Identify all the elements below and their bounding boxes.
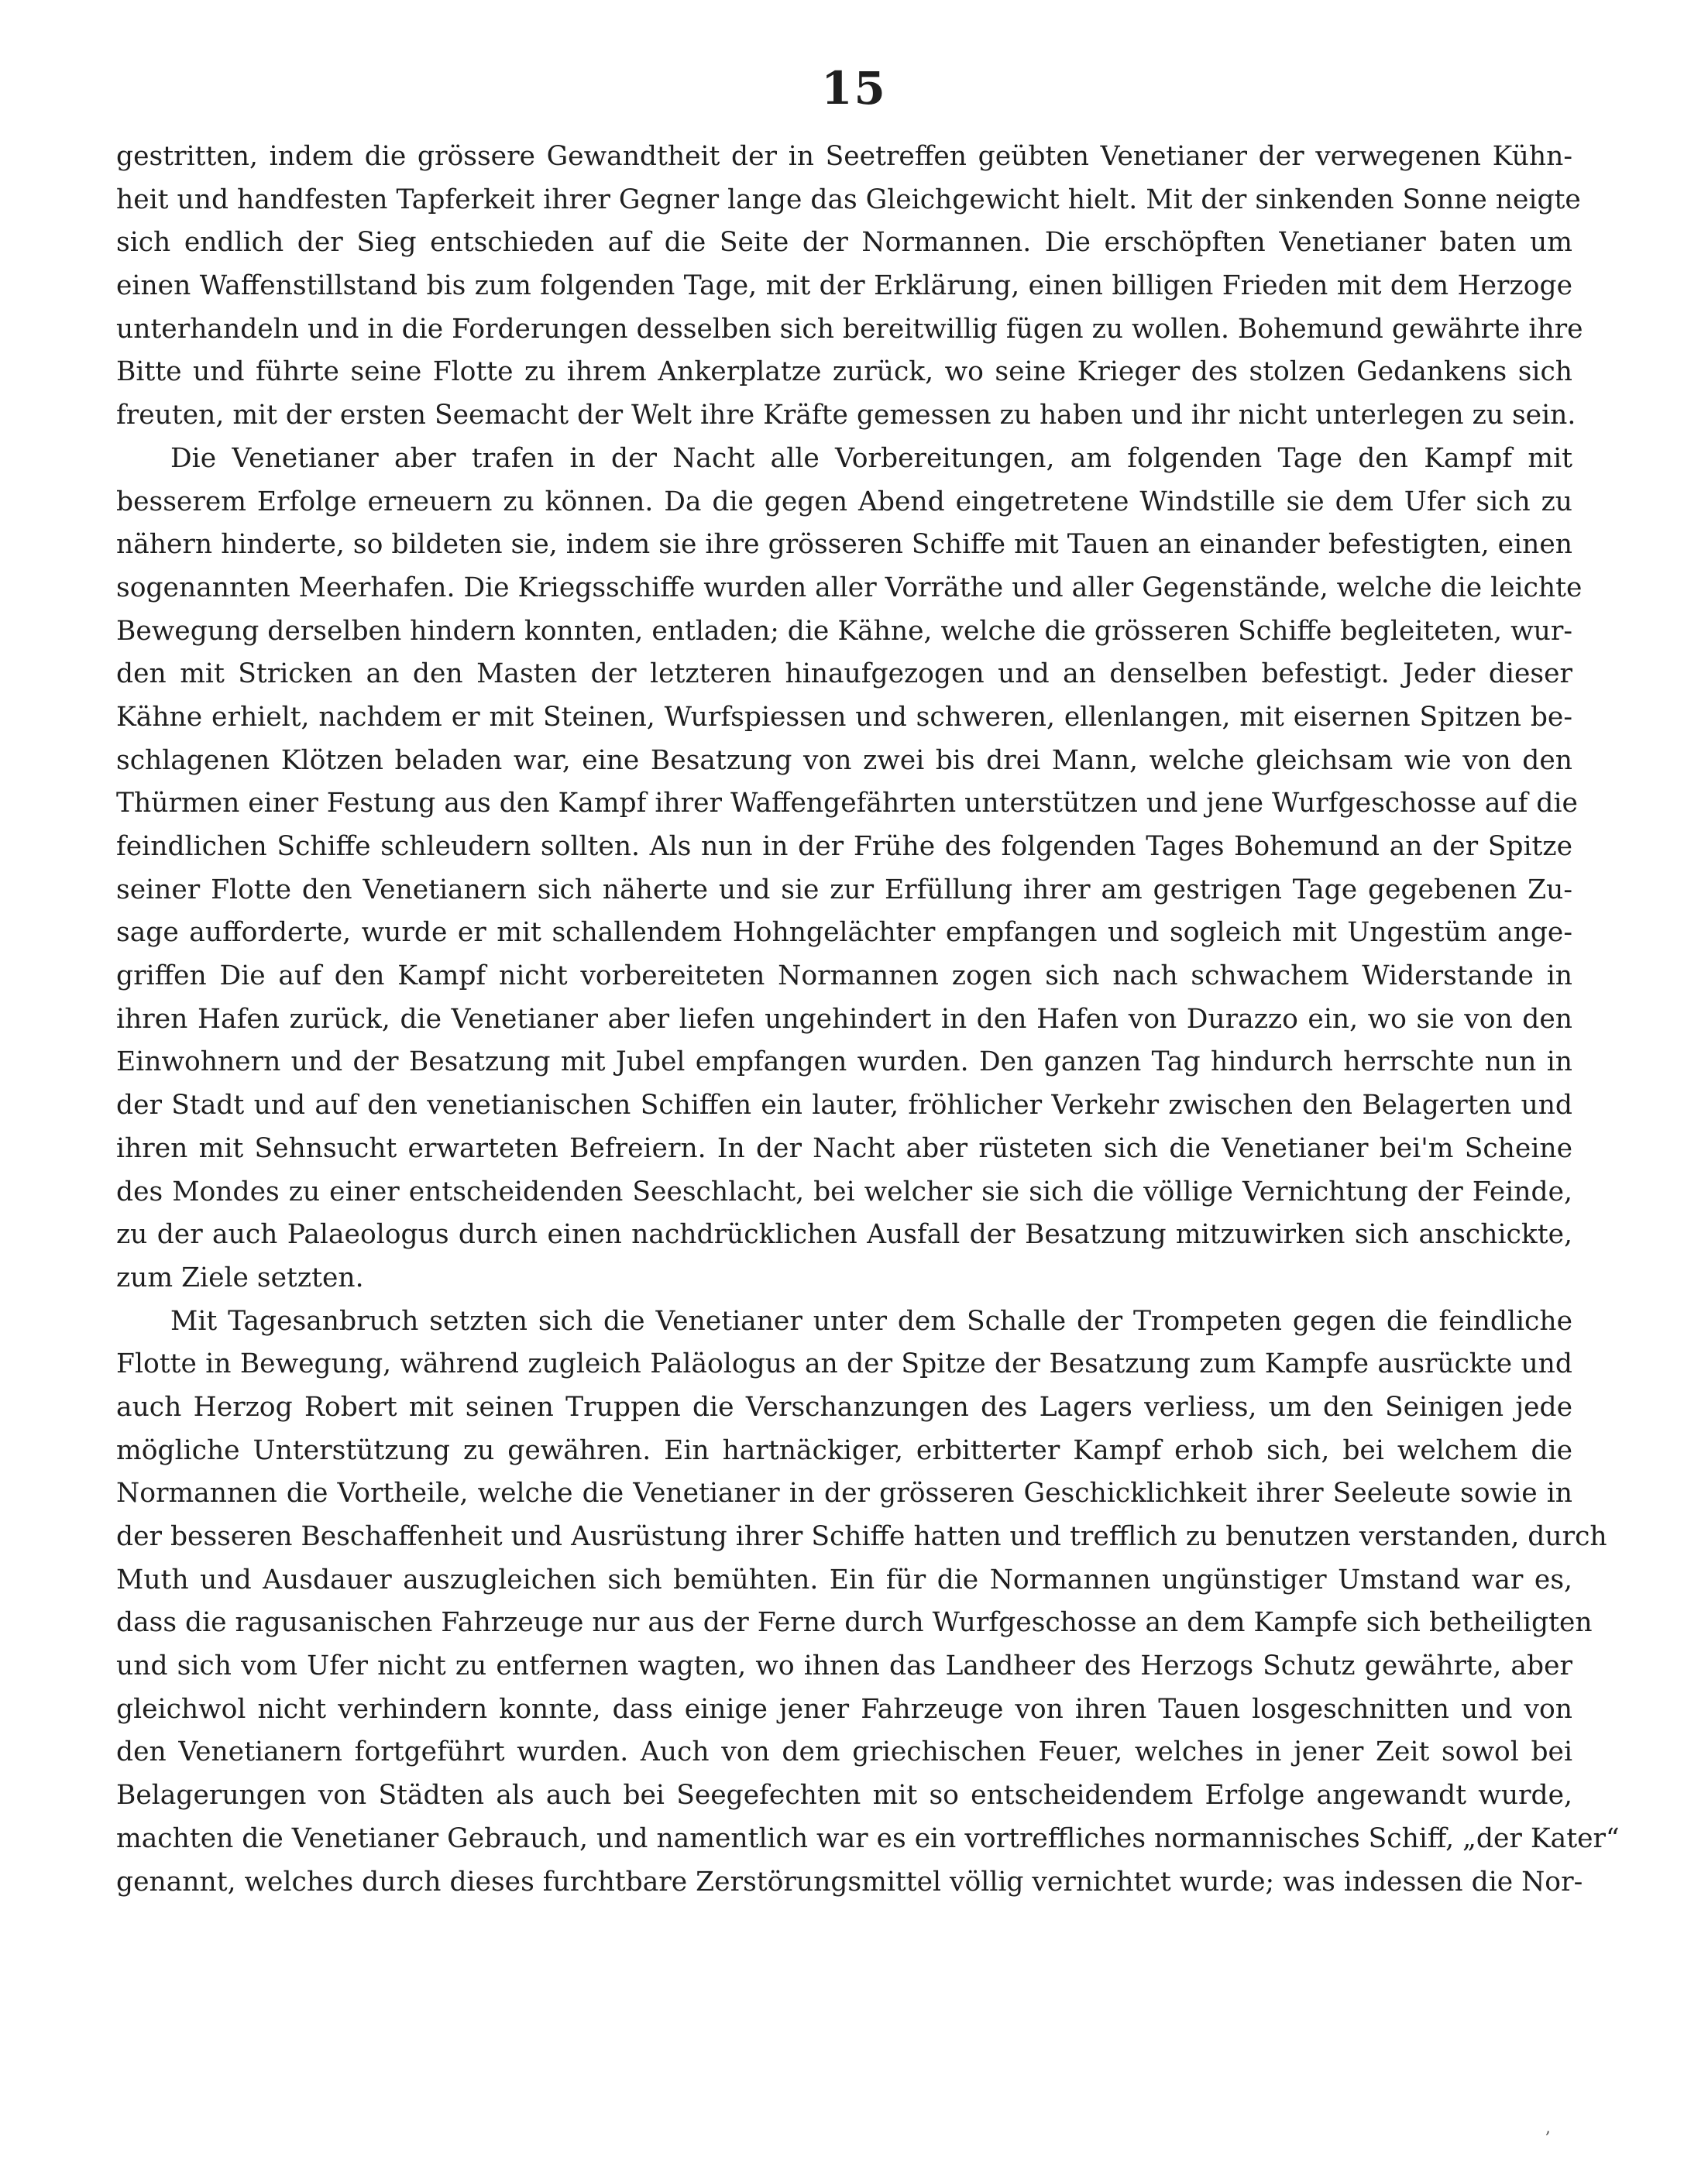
- text-line: mögliche Unterstützung zu gewähren. Ein hartnäckiger, erbitterter Kampf erhob sich, bei welchem die: [116, 1434, 1572, 1466]
- text-line: den Venetianern fortgeführt wurden. Auch von dem griechischen Feuer, welches in jener Zeit sowol bei: [116, 1736, 1572, 1768]
- text-line: der besseren Beschaffenheit und Ausrüstung ihrer Schiffe hatten und trefflich zu benutzen verstanden, durch: [116, 1521, 1607, 1552]
- text-line: Flotte in Bewegung, während zugleich Paläologus an der Spitze der Besatzung zum Kampfe ausrückte und: [116, 1348, 1572, 1380]
- text-line: sage aufforderte, wurde er mit schallendem Hohngelächter empfangen und sogleich mit Ungestüm ange-: [116, 917, 1572, 949]
- text-line: besserem Erfolge erneuern zu können. Da die gegen Abend eingetretene Windstille sie dem Ufer sich zu: [116, 486, 1572, 517]
- text-line: ihren Hafen zurück, die Venetianer aber liefen ungehindert in den Hafen von Durazzo ein, wo sie von den: [116, 1003, 1572, 1035]
- body-text: [116, 136, 1620, 1904]
- text-line: freuten, mit der ersten Seemacht der Welt ihre Kräfte gemessen zu haben und ihr nicht unterlegen zu sein.: [116, 400, 1576, 431]
- text-line: Kähne erhielt, nachdem er mit Steinen, Wurfspiessen und schweren, ellenlangen, mit eisernen Spitzen be-: [116, 701, 1572, 733]
- text-line: sogenannten Meerhafen. Die Kriegsschiffe wurden aller Vorräthe und aller Gegenstände, welche die leichte: [116, 572, 1583, 603]
- text-line: nähern hinderte, so bildeten sie, indem sie ihre grösseren Schiffe mit Tauen an einander befestigten, einen: [116, 529, 1572, 561]
- text-line: Bewegung derselben hindern konnten, entladen; die Kähne, welche die grösseren Schiffe begleiteten, wur-: [116, 615, 1572, 647]
- text-line: gleichwol nicht verhindern konnte, dass einige jener Fahrzeuge von ihren Tauen losgeschnitten und von: [116, 1693, 1572, 1725]
- text-line: Die Venetianer aber trafen in der Nacht alle Vorbereitungen, am folgenden Tage den Kampf mit: [170, 442, 1572, 474]
- text-line: ihren mit Sehnsucht erwarteten Befreiern. In der Nacht aber rüsteten sich die Venetianer bei'm Scheine: [116, 1132, 1572, 1164]
- scan-speck: ,: [1545, 2118, 1551, 2138]
- text-line: der Stadt und auf den venetianischen Schiffen ein lauter, fröhlicher Verkehr zwischen den Belagerten und: [116, 1090, 1572, 1121]
- text-line: zu der auch Palaeologus durch einen nachdrücklichen Ausfall der Besatzung mitzuwirken sich anschickte,: [116, 1219, 1572, 1251]
- text-line: machten die Venetianer Gebrauch, und namentlich war es ein vortreffliches normannisches Schiff, „der Kater“: [116, 1822, 1620, 1854]
- text-line: Normannen die Vortheile, welche die Venetianer in der grösseren Geschicklichkeit ihrer Seeleute sowie in: [116, 1478, 1572, 1510]
- text-line: Muth und Ausdauer auszugleichen sich bemühten. Ein für die Normannen ungünstiger Umstand war es,: [116, 1564, 1572, 1595]
- page-number: 15: [821, 62, 887, 115]
- text-line: genannt, welches durch dieses furchtbare Zerstörungsmittel völlig vernichtet wurde; was indessen die Nor-: [116, 1866, 1583, 1898]
- text-line: Einwohnern und der Besatzung mit Jubel empfangen wurden. Den ganzen Tag hindurch herrschte nun in: [116, 1046, 1572, 1078]
- text-line: unterhandeln und in die Forderungen desselben sich bereitwillig fügen zu wollen. Bohemund gewährte ihre: [116, 313, 1583, 345]
- text-line: Belagerungen von Städten als auch bei Seegefechten mit so entscheidendem Erfolge angewandt wurde,: [116, 1780, 1572, 1812]
- text-line: dass die ragusanischen Fahrzeuge nur aus der Ferne durch Wurfgeschosse an dem Kampfe sich betheiligten: [116, 1607, 1593, 1639]
- text-line: Mit Tagesanbruch setzten sich die Venetianer unter dem Schalle der Trompeten gegen die feindliche: [170, 1305, 1572, 1337]
- text-line: seiner Flotte den Venetianern sich näherte und sie zur Erfüllung ihrer am gestrigen Tage gegebenen Zu-: [116, 874, 1572, 905]
- text-line: zum Ziele setzten.: [116, 1262, 364, 1293]
- text-line: feindlichen Schiffe schleudern sollten. Als nun in der Frühe des folgenden Tages Bohemund an der Spitze: [116, 831, 1572, 862]
- text-line: des Mondes zu einer entscheidenden Seeschlacht, bei welcher sie sich die völlige Vernichtung der Feinde,: [116, 1176, 1572, 1207]
- text-line: gestritten, indem die grössere Gewandtheit der in Seetreffen geübten Venetianer der verwegenen Kühn-: [116, 141, 1572, 172]
- text-line: heit und handfesten Tapferkeit ihrer Gegner lange das Gleichgewicht hielt. Mit der sinkenden Sonne neigte: [116, 184, 1581, 215]
- text-line: sich endlich der Sieg entschieden auf die Seite der Normannen. Die erschöpften Venetianer baten um: [116, 227, 1572, 259]
- text-line: auch Herzog Robert mit seinen Truppen die Verschanzungen des Lagers verliess, um den Seinigen jede: [116, 1391, 1572, 1423]
- text-line: griffen Die auf den Kampf nicht vorbereiteten Normannen zogen sich nach schwachem Widerstande in: [116, 960, 1572, 992]
- text-line: Thürmen einer Festung aus den Kampf ihrer Waffengefährten unterstützen und jene Wurfgeschosse auf die: [116, 788, 1578, 819]
- text-line: den mit Stricken an den Masten der letzteren hinaufgezogen und an denselben befestigt. Jeder dieser: [116, 658, 1572, 690]
- text-line: einen Waffenstillstand bis zum folgenden Tage, mit der Erklärung, einen billigen Frieden mit dem Herzoge: [116, 270, 1572, 302]
- text-line: und sich vom Ufer nicht zu entfernen wagten, wo ihnen das Landheer des Herzogs Schutz gewährte, aber: [116, 1650, 1572, 1682]
- text-line: Bitte und führte seine Flotte zu ihrem Ankerplatze zurück, wo seine Krieger des stolzen Gedankens sich: [116, 356, 1572, 388]
- text-line: schlagenen Klötzen beladen war, eine Besatzung von zwei bis drei Mann, welche gleichsam wie von den: [116, 744, 1572, 776]
